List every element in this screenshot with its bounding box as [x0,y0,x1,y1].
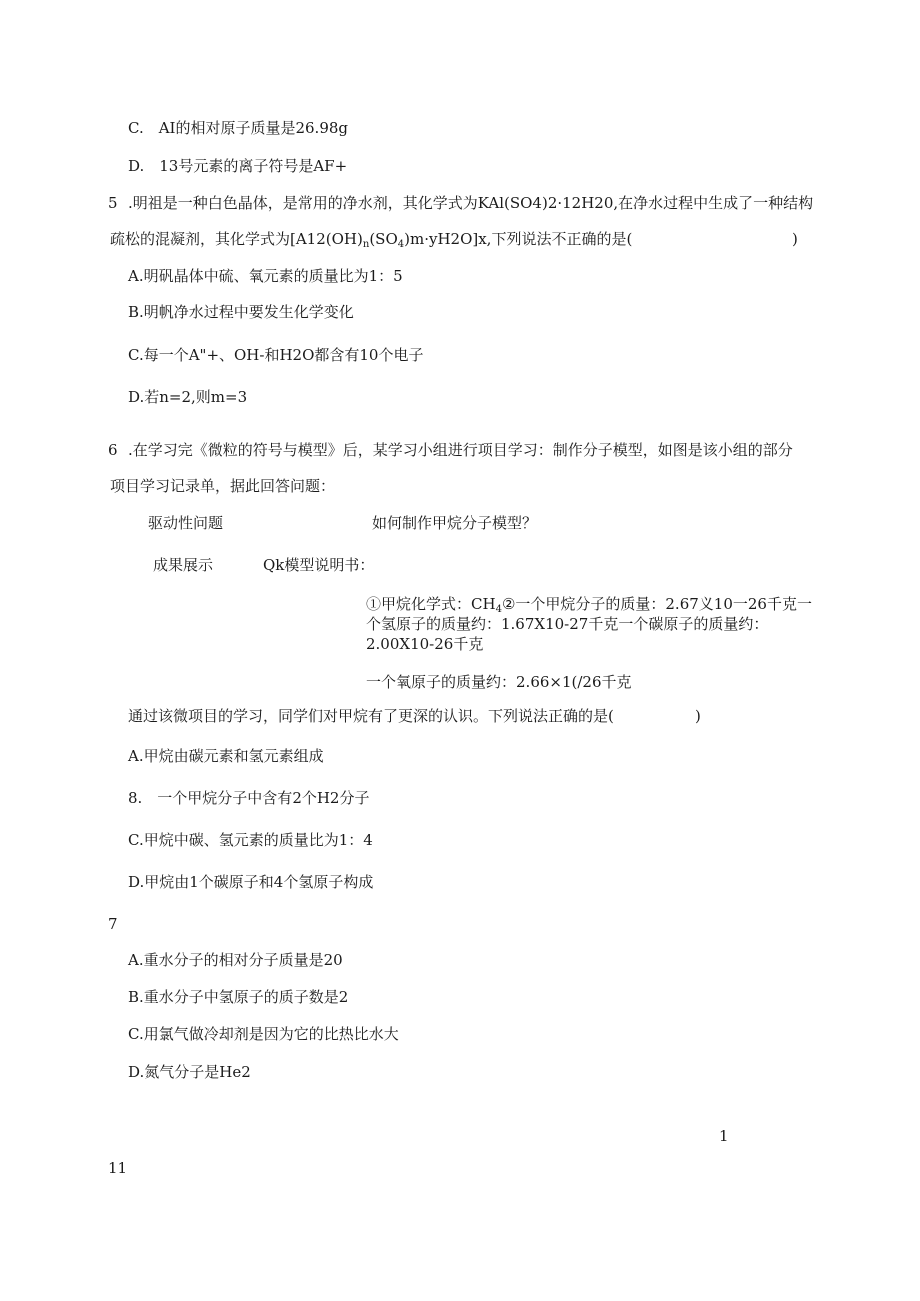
q6-desc-formula-sub: 4 [495,604,502,615]
q5-stem-text-b: (SO [369,230,398,248]
q6-option-a: A.甲烷由碳元素和氢元素组成 [128,747,324,765]
q5-option-a: A.明矾晶体中硫、氧元素的质量比为1：5 [128,267,403,285]
q6-option-c: C.甲烷中碳、氢元素的质量比为1：4 [128,831,373,849]
q5-option-c: C.每一个A"+、OH-和H2O都含有10个电子 [128,346,424,364]
q5-stem-line2 [110,229,632,255]
q7-number: 7 [108,915,118,933]
page-mark: 1 [719,1127,729,1145]
q6-table-desc-line2: 个氢原子的质量约：1.67X10-27千克一个碳原子的质量约： [366,615,769,633]
q6-table-row1-value: 如何制作甲烷分子模型？ [372,514,538,532]
q6-stem-line1: .在学习完《微粒的符号与模型》后，某学习小组进行项目学习：制作分子模型，如图是该小组的部分 [128,441,793,459]
q6-question-stem: 通过该微项目的学习，同学们对甲烷有了更深的认识。下列说法正确的是( [128,707,614,725]
q6-option-d: D.甲烷由1个碳原子和4个氢原子构成 [128,873,374,891]
q4-option-d: D. 13号元素的离子符号是AF+ [128,157,348,175]
q5-stem-sub-n: n [362,239,370,250]
q6-table-row2-label: 成果展示 [153,556,214,574]
q6-desc-formula-text: ①甲烷化学式：CH [366,595,496,613]
q7-option-c: C.用氯气做冷却剂是因为它的比热比水大 [128,1025,399,1043]
q4-option-c: C. AI的相对原子质量是26.98g [128,119,349,137]
q6-table-row2-subtitle: Qk模型说明书： [263,556,375,574]
q7-option-a: A.重水分子的相对分子质量是20 [128,951,343,969]
q7-option-b: B.重水分子中氢原子的质子数是2 [128,988,349,1006]
q5-answer-bracket-close: ) [792,230,798,248]
q5-stem-text-a: 疏松的混凝剂，其化学式为[A12(OH) [110,230,363,248]
q5-option-b: B.明帆净水过程中要发生化学变化 [128,303,354,321]
q7-option-d: D.氮气分子是He2 [128,1063,251,1081]
q5-stem-text-c: )m·yH2O]x,下列说法不正确的是( [404,230,633,248]
q6-number: 6 [108,441,118,459]
q5-stem-line1: .明祖是一种白色晶体，是常用的净水剂，其化学式为KAl(SO4)2·12H20,在净水过程中生成了一种结构 [128,194,814,212]
q5-number: 5 [108,194,118,212]
q6-answer-bracket-close: ) [695,707,701,725]
q5-stem-sub-4: 4 [397,239,405,250]
q6-table-desc-line3: 2.00X10-26千克 [366,635,484,653]
page-number: 11 [108,1159,128,1177]
q6-stem-line2: 项目学习记录单，据此回答问题： [110,477,336,495]
q6-desc-mass-text: ②一个甲烷分子的质量：2.67义10一26千克一 [501,595,812,613]
q6-table-desc-line4: 一个氧原子的质量约：2.66×1(/26千克 [366,673,632,691]
q6-option-b: 8. 一个甲烷分子中含有2个H2分子 [128,789,370,807]
q6-table-row1-label: 驱动性问题 [148,514,224,532]
q5-option-d: D.若n=2,则m=3 [128,388,248,406]
